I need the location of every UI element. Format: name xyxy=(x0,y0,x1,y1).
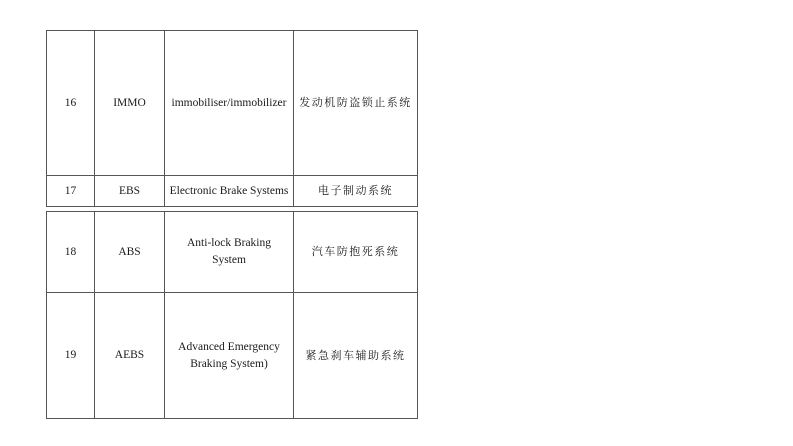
row-number: 19 xyxy=(47,293,95,419)
row-abbreviation: EBS xyxy=(95,176,165,207)
row-abbreviation: IMMO xyxy=(95,31,165,176)
table-row xyxy=(47,293,418,419)
row-chinese-term: 汽车防抱死系统 xyxy=(294,212,418,293)
english-term-line-1: Advanced Emergency xyxy=(178,340,280,353)
row-chinese-term: 发动机防盗锁止系统 xyxy=(294,31,418,176)
table-row xyxy=(47,31,418,176)
row-chinese-term: 紧急刹车辅助系统 xyxy=(294,293,418,419)
english-term-line-1: Anti-lock Braking xyxy=(187,237,271,250)
row-number: 16 xyxy=(47,31,95,176)
glossary-table-part-2 xyxy=(46,211,418,419)
english-term-line-2: System xyxy=(212,254,246,266)
row-number: 18 xyxy=(47,212,95,293)
row-english-term xyxy=(165,212,294,293)
glossary-table-part-1 xyxy=(46,30,418,207)
row-english-term xyxy=(165,293,294,419)
table-row xyxy=(47,176,418,207)
row-chinese-term: 电子制动系统 xyxy=(294,176,418,207)
row-english-term: Electronic Brake Systems xyxy=(165,176,294,207)
row-abbreviation: ABS xyxy=(95,212,165,293)
row-english-term: immobiliser/immobilizer xyxy=(165,31,294,176)
row-abbreviation: AEBS xyxy=(95,293,165,419)
row-number: 17 xyxy=(47,176,95,207)
table-row xyxy=(47,212,418,293)
english-term-line-2: Braking System) xyxy=(190,357,268,370)
